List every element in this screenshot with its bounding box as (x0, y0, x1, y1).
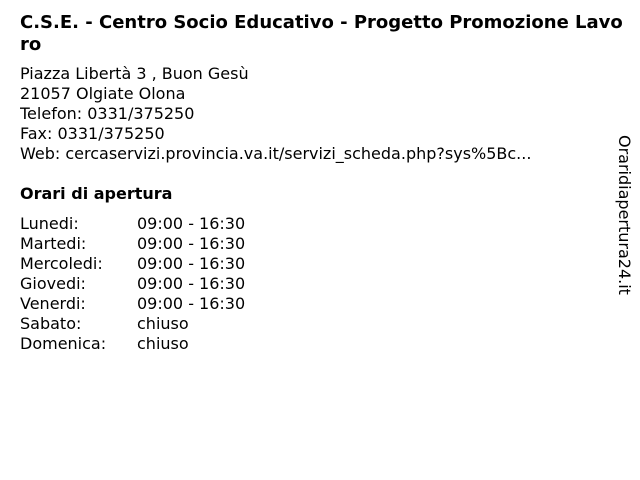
hours-row-friday (20, 294, 245, 314)
website-link[interactable]: Web: cercaservizi.provincia.va.it/servizi_scheda.php?sys%5Bc... (20, 144, 532, 163)
time-value: 09:00 - 16:30 (137, 254, 246, 273)
hours-row-sunday (20, 334, 245, 354)
day-label: Giovedi: (20, 274, 86, 293)
hours-row-tuesday (20, 234, 245, 254)
time-value: 09:00 - 16:30 (137, 214, 246, 233)
time-value: 09:00 - 16:30 (137, 274, 246, 293)
street-address: Piazza Libertà 3 , Buon Gesù (20, 64, 249, 83)
time-value: 09:00 - 16:30 (137, 234, 246, 253)
time-value: 09:00 - 16:30 (137, 294, 246, 313)
time-value: chiuso (137, 314, 189, 333)
hours-row-thursday (20, 274, 245, 294)
opening-hours-table (20, 214, 245, 354)
opening-hours-title: Orari di apertura (20, 184, 173, 203)
time-value: chiuso (137, 334, 189, 353)
day-label: Lunedi: (20, 214, 79, 233)
site-watermark: Oraridiapertura24.it (615, 135, 634, 295)
hours-row-saturday (20, 314, 245, 334)
day-label: Sabato: (20, 314, 82, 333)
phone-number: Telefon: 0331/375250 (20, 104, 195, 123)
day-label: Domenica: (20, 334, 107, 353)
business-title: C.S.E. - Centro Socio Educativo - Progetto Promozione Lavoro (20, 12, 623, 55)
day-label: Mercoledi: (20, 254, 103, 273)
fax-number: Fax: 0331/375250 (20, 124, 165, 143)
hours-row-monday (20, 214, 245, 234)
city-address: 21057 Olgiate Olona (20, 84, 186, 103)
address-block (20, 64, 610, 164)
day-label: Venerdi: (20, 294, 86, 313)
hours-row-wednesday (20, 254, 245, 274)
day-label: Martedi: (20, 234, 87, 253)
